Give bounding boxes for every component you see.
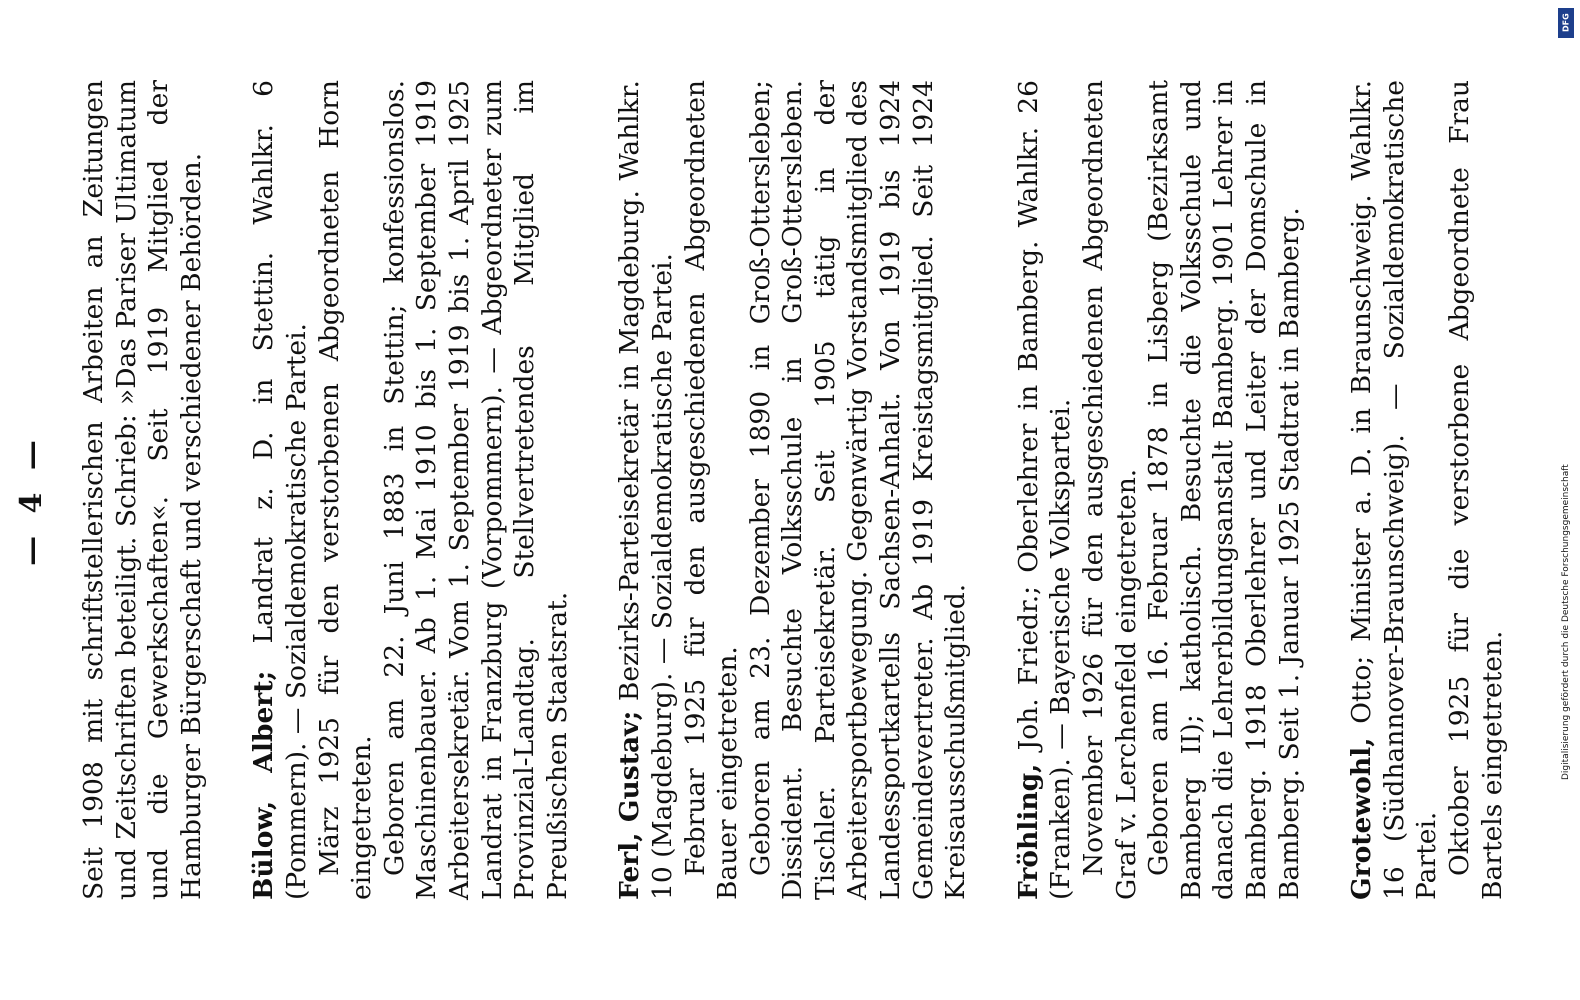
entry-head-text: Joh. Friedr.; Oberlehrer in Bamberg. Wahlkr. 26 (Franken). — Bayerische Volkspartei. <box>1012 80 1077 900</box>
entry-paragraph: Februar 1925 für den ausgeschiedenen Abgeordneten Bauer eingetreten. <box>679 80 744 900</box>
dfg-logo-icon: DFG <box>1558 8 1574 38</box>
dfg-credit-text: Digitalisierung gefördert durch die Deutsche Forschungsgemeinschaft <box>1561 464 1571 780</box>
entry-head-text: Otto; Minister a. D. in Braunschweig. Wahlkr. 16 (Südhannover-Braunschweig). — Sozialdemokratische Partei. <box>1346 80 1443 900</box>
entry-header <box>1346 80 1444 900</box>
page-number: — 4 — <box>14 434 49 566</box>
dfg-credit-strip <box>1548 0 1580 1000</box>
entry-ferl <box>614 80 973 900</box>
entry-head-text: Bezirks-Parteisekretär in Magdeburg. Wahlkr. 10 (Magdeburg). — Sozialdemokratische Partei. <box>614 80 678 900</box>
entry-paragraph: Geboren am 22. Juni 1883 in Stettin; konfessionslos. Maschinenbauer. Ab 1. Mai 1910 bis 1. September 1919 Arbeitersekretär. Vom 1. September 1919 bis 1. April 1925 Landrat in Franzburg (Vorpommern). — Abgeordneter zum Provinzial-Landtag. Stellvertretendes Mitglied im Preußischen Staatsrat. <box>378 80 573 900</box>
entry-paragraph: Geboren am 23. Dezember 1890 in Groß-Ottersleben; Dissident. Besuchte Volksschule in Groß-Ottersleben. Tischler. Parteisekretär. Seit 1905 tätig in der Arbeitersportbewegung. Gegenwärtig Vorstandsmitglied des Landessportkartells Sachsen-Anhalt. Von 1919 bis 1924 Gemeindevertreter. Ab 1919 Kreistagsmitglied. Seit 1924 Kreisausschußmitglied. <box>744 80 972 900</box>
entry-paragraph: Seit 1908 mit schriftstellerischen Arbeiten an Zeitungen und Zeitschriften beteiligt. Schrieb: »Das Pariser Ultimatum und die Gewerkschaften«. Seit 1919 Mitglied der Hamburger Bürgerschaft und verschiedener Behörden. <box>78 80 207 900</box>
entry-paragraph: November 1926 für den ausgeschiedenen Abgeordneten Graf v. Lerchenfeld eingetreten. <box>1078 80 1142 900</box>
entry-paragraph: März 1925 für den verstorbenen Abgeordneten Horn eingetreten. <box>313 80 378 900</box>
entry-name: Fröhling, <box>1012 763 1044 900</box>
entry-paragraph: Oktober 1925 für die verstorbene Abgeordnete Frau Bartels eingetreten. <box>1443 80 1508 900</box>
entry-header <box>1013 80 1078 900</box>
entry-paragraph: Geboren am 16. Februar 1878 in Lisberg (Bezirksamt Bamberg II); katholisch. Besuchte die Volksschule und danach die Lehrerbildungsanstalt Bamberg. 1901 Lehrer in Bamberg. 1918 Oberlehrer und Leiter der Domschule in Bamberg. Seit 1. Januar 1925 Stadtrat in Bamberg. <box>1143 80 1305 900</box>
entry-grotewohl <box>1346 80 1509 900</box>
entry-name: Grotewohl, <box>1346 737 1378 900</box>
page-content <box>78 80 1549 900</box>
entry-continuation <box>78 80 208 900</box>
entry-buelow <box>248 80 574 900</box>
entry-head-text: Landrat z. D. in Stettin. Wahlkr. 6 (Pommern). — Sozialdemokratische Partei. <box>248 80 312 900</box>
entry-froehling <box>1013 80 1306 900</box>
entry-name: Bülow, Albert; <box>248 670 280 900</box>
entry-header <box>614 80 679 900</box>
entry-name: Ferl, Gustav; <box>614 710 646 900</box>
entry-header <box>248 80 313 900</box>
